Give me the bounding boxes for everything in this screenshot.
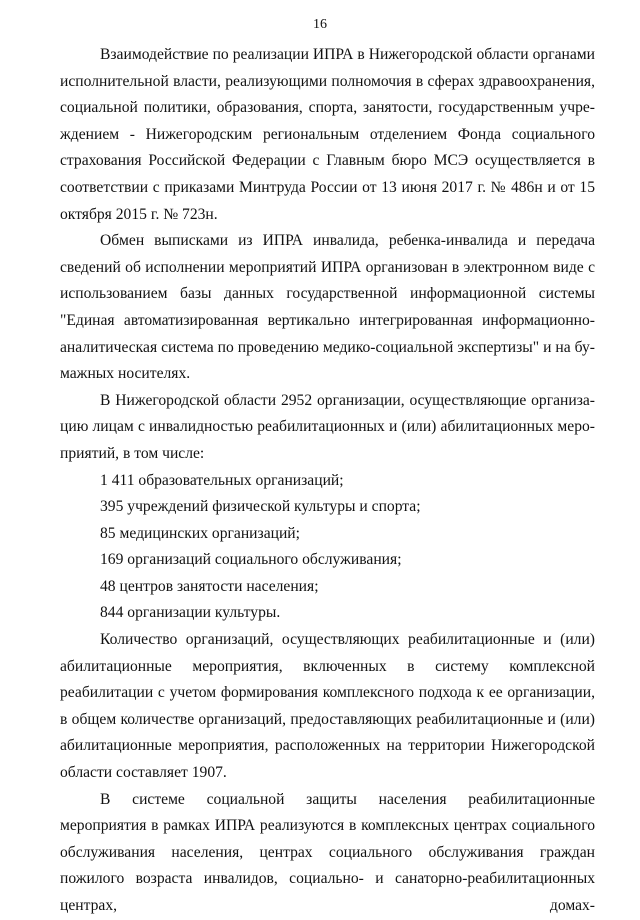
paragraph-interaction: Взаимодействие по реализации ИПРА в Нижегородской области органами исполнительной власти, реализующими полномочия в сферах здравоохранения, социальной политики, образования, спорта, занятости, государственным учреждением - Нижегородским региональным отделением Фонда социального страхования Российской Федерации с Главным бюро МСЭ осуществляется в соответствии с приказами Минтруда России от 13 июня 2017 г. № 486н и от 15 октября 2015 г. № 723н. xyxy=(60,46,595,223)
list-item: 1 411 образовательных организаций; xyxy=(100,471,344,489)
list-item: 169 организаций социального обслуживания; xyxy=(100,551,402,569)
paragraph-exchange: Обмен выписками из ИПРА инвалида, ребенка-инвалида и передача сведений об исполнении мероприятий ИПРА организован в электронном виде с использованием базы данных государственной информационной системы "Единая автоматизированная вертикально интегрированная информационно-аналитическая система по проведению медико-социальной экспертизы" и на бумажных носителях. xyxy=(60,232,595,383)
list-item: 395 учреждений физической культуры и спорта; xyxy=(100,498,421,516)
list-item: 48 центров занятости населения; xyxy=(100,577,319,595)
list-item: 844 организации культуры. xyxy=(100,604,281,622)
organizations-list xyxy=(60,468,595,628)
document-body xyxy=(60,42,595,920)
paragraph-social-protection: В системе социальной защиты населения реабилитационные мероприятия в рамках ИПРА реализуются в комплексных центрах социального обслуживания населения, центрах социального обслуживания граждан пожилого возраста инвалидов, социально- и санаторно-реабилитационных центрах, домах- xyxy=(60,790,595,914)
paragraph-count: Количество организаций, осуществляющих реабилитационные и (или) абилитационные мероприятия, включенных в систему комплексной реабилитации с учетом формирования комплексного подхода к ее организации, в общем количестве организаций, предоставляющих реабилитационные и (или) абилитационные мероприятия, расположенных на территории Нижегородской области составляет 1907. xyxy=(60,631,595,782)
page-number: 16 xyxy=(313,17,327,32)
paragraph-organizations: В Нижегородской области 2952 организации, осуществляющие организацию лицам с инвалидностью реабилитационных и (или) абилитационных мероприятий, в том числе: xyxy=(60,391,595,462)
list-item: 85 медицинских организаций; xyxy=(100,524,300,542)
